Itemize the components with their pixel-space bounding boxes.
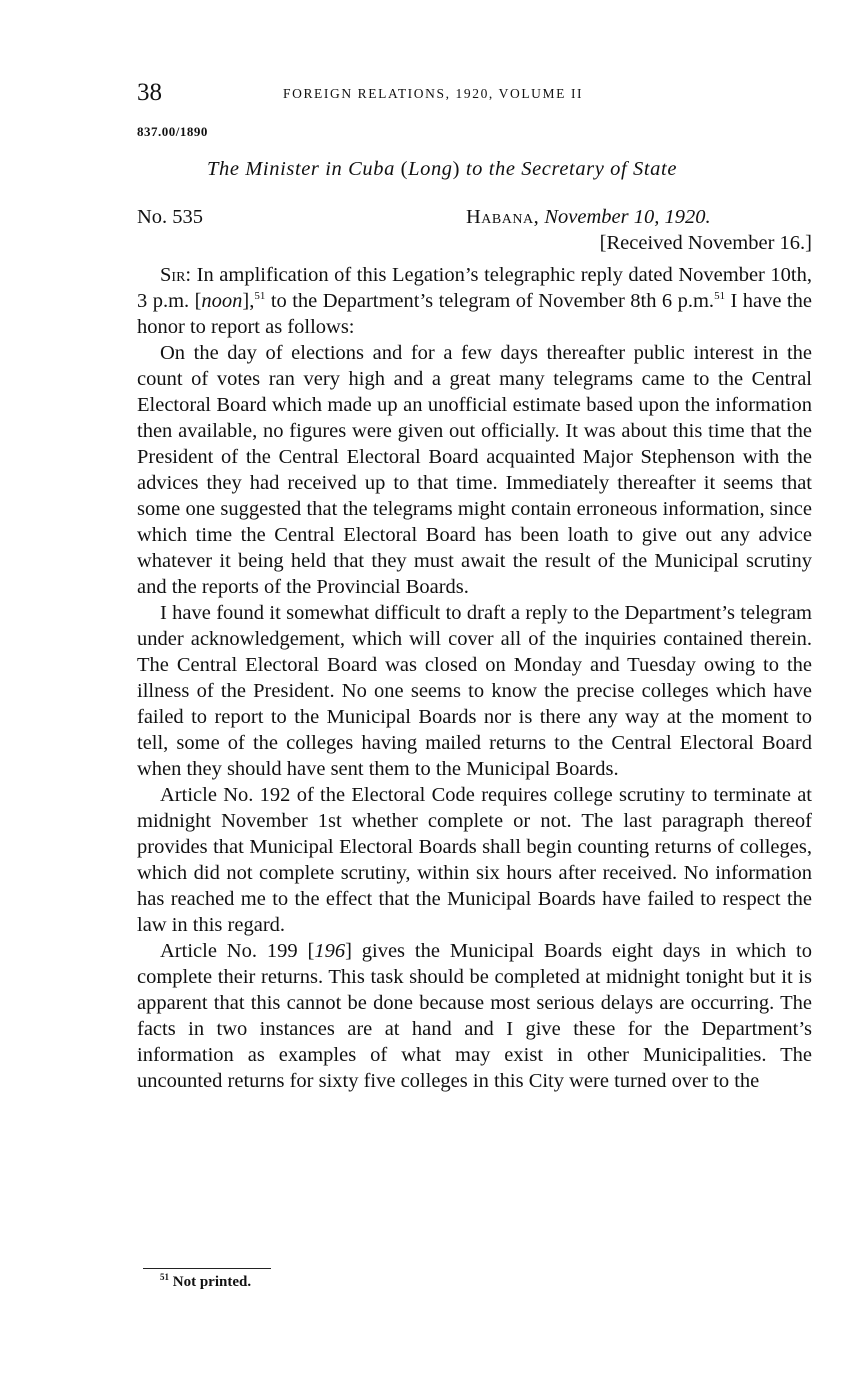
footnote-divider (143, 1268, 271, 1269)
paragraph-4: Article No. 192 of the Electoral Code requires college scrutiny to terminate at midnight November 1st whether complete or not. The last paragraph thereof provides that Municipal Electoral Boards shall begin counting returns of colleges, which did not complete scrutiny, within six hours after received. No information has reached me to the effect that the Municipal Boards have failed to respect the law in this regard. (137, 784, 812, 936)
footnote (160, 1274, 251, 1291)
paragraph-2: On the day of elections and for a few days thereafter public interest in the count of votes ran very high and a great many telegrams came to the Central Electoral Board which made up an unofficial estimate based upon the information then available, no figures were given out officially. It was about this time that the President of the Central Electoral Board acquainted Major Stephenson with the advices they had received up to that time. Immediately thereafter it seems that some one suggested that the telegrams might contain erroneous information, since which time the Central Electoral Board has been loath to give out any advice whatever it being held that they must await the result of the Municipal scrutiny and the reports of the Provincial Boards. (137, 342, 812, 598)
document-title: The Minister in Cuba (Long) to the Secretary of State (206, 158, 678, 180)
page-number: 38 (137, 79, 162, 106)
paragraph-3: I have found it somewhat difficult to draft a reply to the Department’s telegram under acknowledgement, which will cover all of the inquiries contained therein. The Central Electoral Board was closed on Monday and Tuesday owing to the illness of the President. No one seems to know the precise colleges which have failed to report to the Municipal Boards nor is there any way at the moment to tell, some of the colleges having mailed returns to the Central Electoral Board when they should have sent them to the Municipal Boards. (137, 602, 812, 780)
footnote-ref: 51 (254, 290, 266, 303)
footnote-marker: 51 (160, 1272, 169, 1282)
footnote-text: Not printed. (169, 1274, 252, 1290)
footnote-ref: 51 (714, 290, 726, 303)
file-number: 837.00/1890 (137, 124, 208, 139)
received-note: [Received November 16.] (599, 232, 812, 254)
salutation: Sir (160, 264, 186, 286)
running-head: FOREIGN RELATIONS, 1920, VOLUME II (283, 86, 584, 101)
dateline-place: Habana, (466, 206, 540, 228)
dateline-date: November 10, 1920. (544, 206, 711, 228)
paragraph-1: Sir: In amplification of this Legation’s telegraphic reply dated November 10th, 3 p.m. [noon],$^{51}$ to the Department’s telegram of November 8th 6 p.m.$^{51}$ I have the honor to report as follows: (137, 264, 812, 338)
letter-body (137, 262, 812, 1094)
paragraph-5: Article No. 199 [196] gives the Municipal Boards eight days in which to complete their returns. This task should be completed at midnight tonight but it is apparent that this cannot be done because most serious delays are occurring. The facts in two instances are at hand and I give these for the Department’s information as examples of what may exist in other Municipalities. The uncounted returns for sixty five colleges in this City were turned over to the (137, 940, 812, 1092)
dateline (466, 206, 711, 229)
document-number: No. 535 (137, 206, 204, 228)
